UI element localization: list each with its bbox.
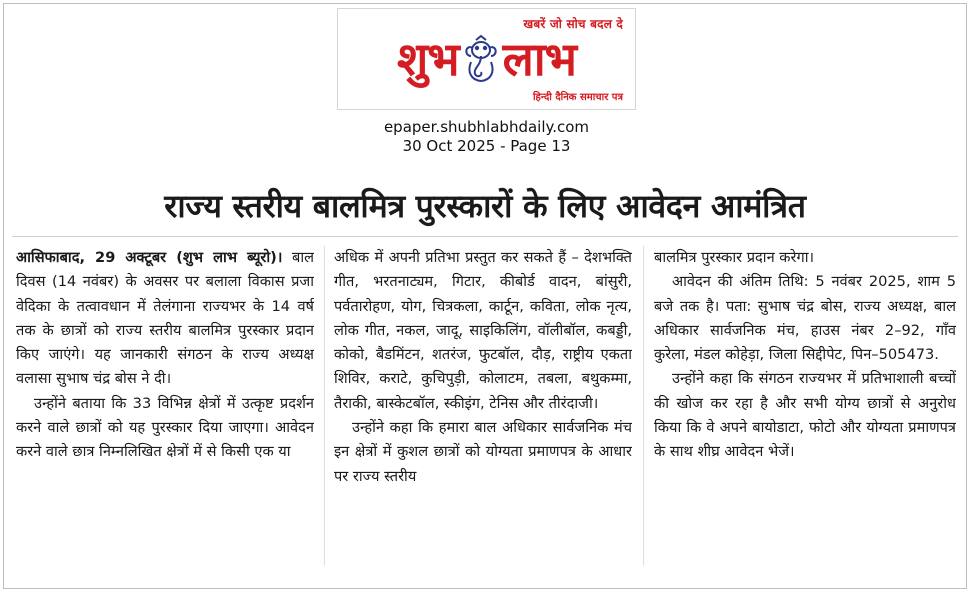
headline-divider [12, 236, 958, 237]
newspaper-logo [344, 29, 629, 89]
article-paragraph: उन्होंने कहा कि हमारा बाल अधिकार सार्वजनिक मंच इन क्षेत्रों में कुशल छात्रों को योग्यता प्रमाणपत्र के आधार पर राज्य स्तरीय [334, 419, 632, 485]
article-headline: राज्य स्तरीय बालमित्र पुरस्कारों के लिए आवेदन आमंत्रित [164, 187, 806, 225]
source-url: epaper.shubhlabhdaily.com [383, 118, 590, 136]
logo-word-right: लाभ [502, 32, 577, 86]
ganesha-icon [461, 34, 501, 84]
dateline: आसिफाबाद, 29 अक्टूबर (शुभ लाभ ब्यूरो)। [16, 249, 283, 266]
source-info [337, 118, 636, 156]
article-column-3 [654, 246, 956, 576]
article-paragraph: आवेदन की अंतिम तिथि: 5 नवंबर 2025, शाम 5 बजे तक है। पता: सुभाष चंद्र बोस, राज्य अध्यक्ष, बाल अधिकार सार्वजनिक मंच, हाउस नंबर 2–92, गाँव कुरेला, मंडल कोहेड़ा, जिला सिद्दीपेट, पिन–505473. [654, 273, 956, 364]
masthead-tagline: खबरें जो सोच बदल दे [523, 17, 623, 31]
logo-word-left: शुभ [396, 32, 459, 86]
column-divider [643, 246, 644, 566]
article-paragraph: उन्होंने बताया कि 33 विभिन्न क्षेत्रों में उत्कृष्ट प्रदर्शन करने वाले छात्रों को यह पुरस्कार दिया जाएगा। आवेदन करने वाले छात्र निम्नलिखित क्षेत्रों में से किसी एक या [16, 394, 314, 461]
article-paragraph: बालमित्र पुरस्कार प्रदान करेगा। [654, 249, 815, 266]
column-divider [324, 246, 325, 566]
article-column-2 [334, 246, 632, 576]
newspaper-masthead [337, 8, 636, 110]
article-paragraph: अधिक में अपनी प्रतिभा प्रस्तुत कर सकते हैं – देशभक्ति गीत, भरतनाट्यम, गिटार, कीबोर्ड वादन, बांसुरी, पर्वतारोहण, योग, चित्रकला, कार्टून, कविता, लोक नृत्य, लोक गीत, नकल, जादू, साइकिलिंग, वॉलीबॉल, कबड्डी, कोको, बैडमिंटन, शतरंज, फुटबॉल, दौड़, राष्ट्रीय एकता शिविर, कराटे, कुचिपुड़ी, कोलाटम, तबला, बथुकम्मा, तैराकी, बास्केटबॉल, स्कीइंग, टेनिस और तीरंदाजी। [334, 249, 632, 412]
article-paragraph [16, 246, 314, 392]
edition-date: 30 Oct 2025 - Page 13 [402, 137, 571, 155]
masthead-subtitle: हिन्दी दैनिक समाचार पत्र [532, 92, 623, 103]
article-column-1 [16, 246, 314, 576]
article-paragraph: उन्होंने कहा कि संगठन राज्यभर में प्रतिभाशाली बच्चों की खोज कर रहा है और सभी योग्य छात्रों से अनुरोध किया कि वे अपने बायोडाटा, फोटो और योग्यता प्रमाणपत्र के साथ शीघ्र आवेदन भेजें। [654, 370, 956, 461]
paragraph-text: बाल दिवस (14 नवंबर) के अवसर पर बलाला विकास प्रजा वेदिका के तत्वावधान में तेलंगाना राज्यभर के 14 वर्ष तक के छात्रों को राज्य स्तरीय बालमित्र पुरस्कार प्रदान किए जाएंगे। यह जानकारी संगठन के राज्य अध्यक्ष वलासा सुभाष चंद्र बोस ने दी। [16, 249, 314, 388]
